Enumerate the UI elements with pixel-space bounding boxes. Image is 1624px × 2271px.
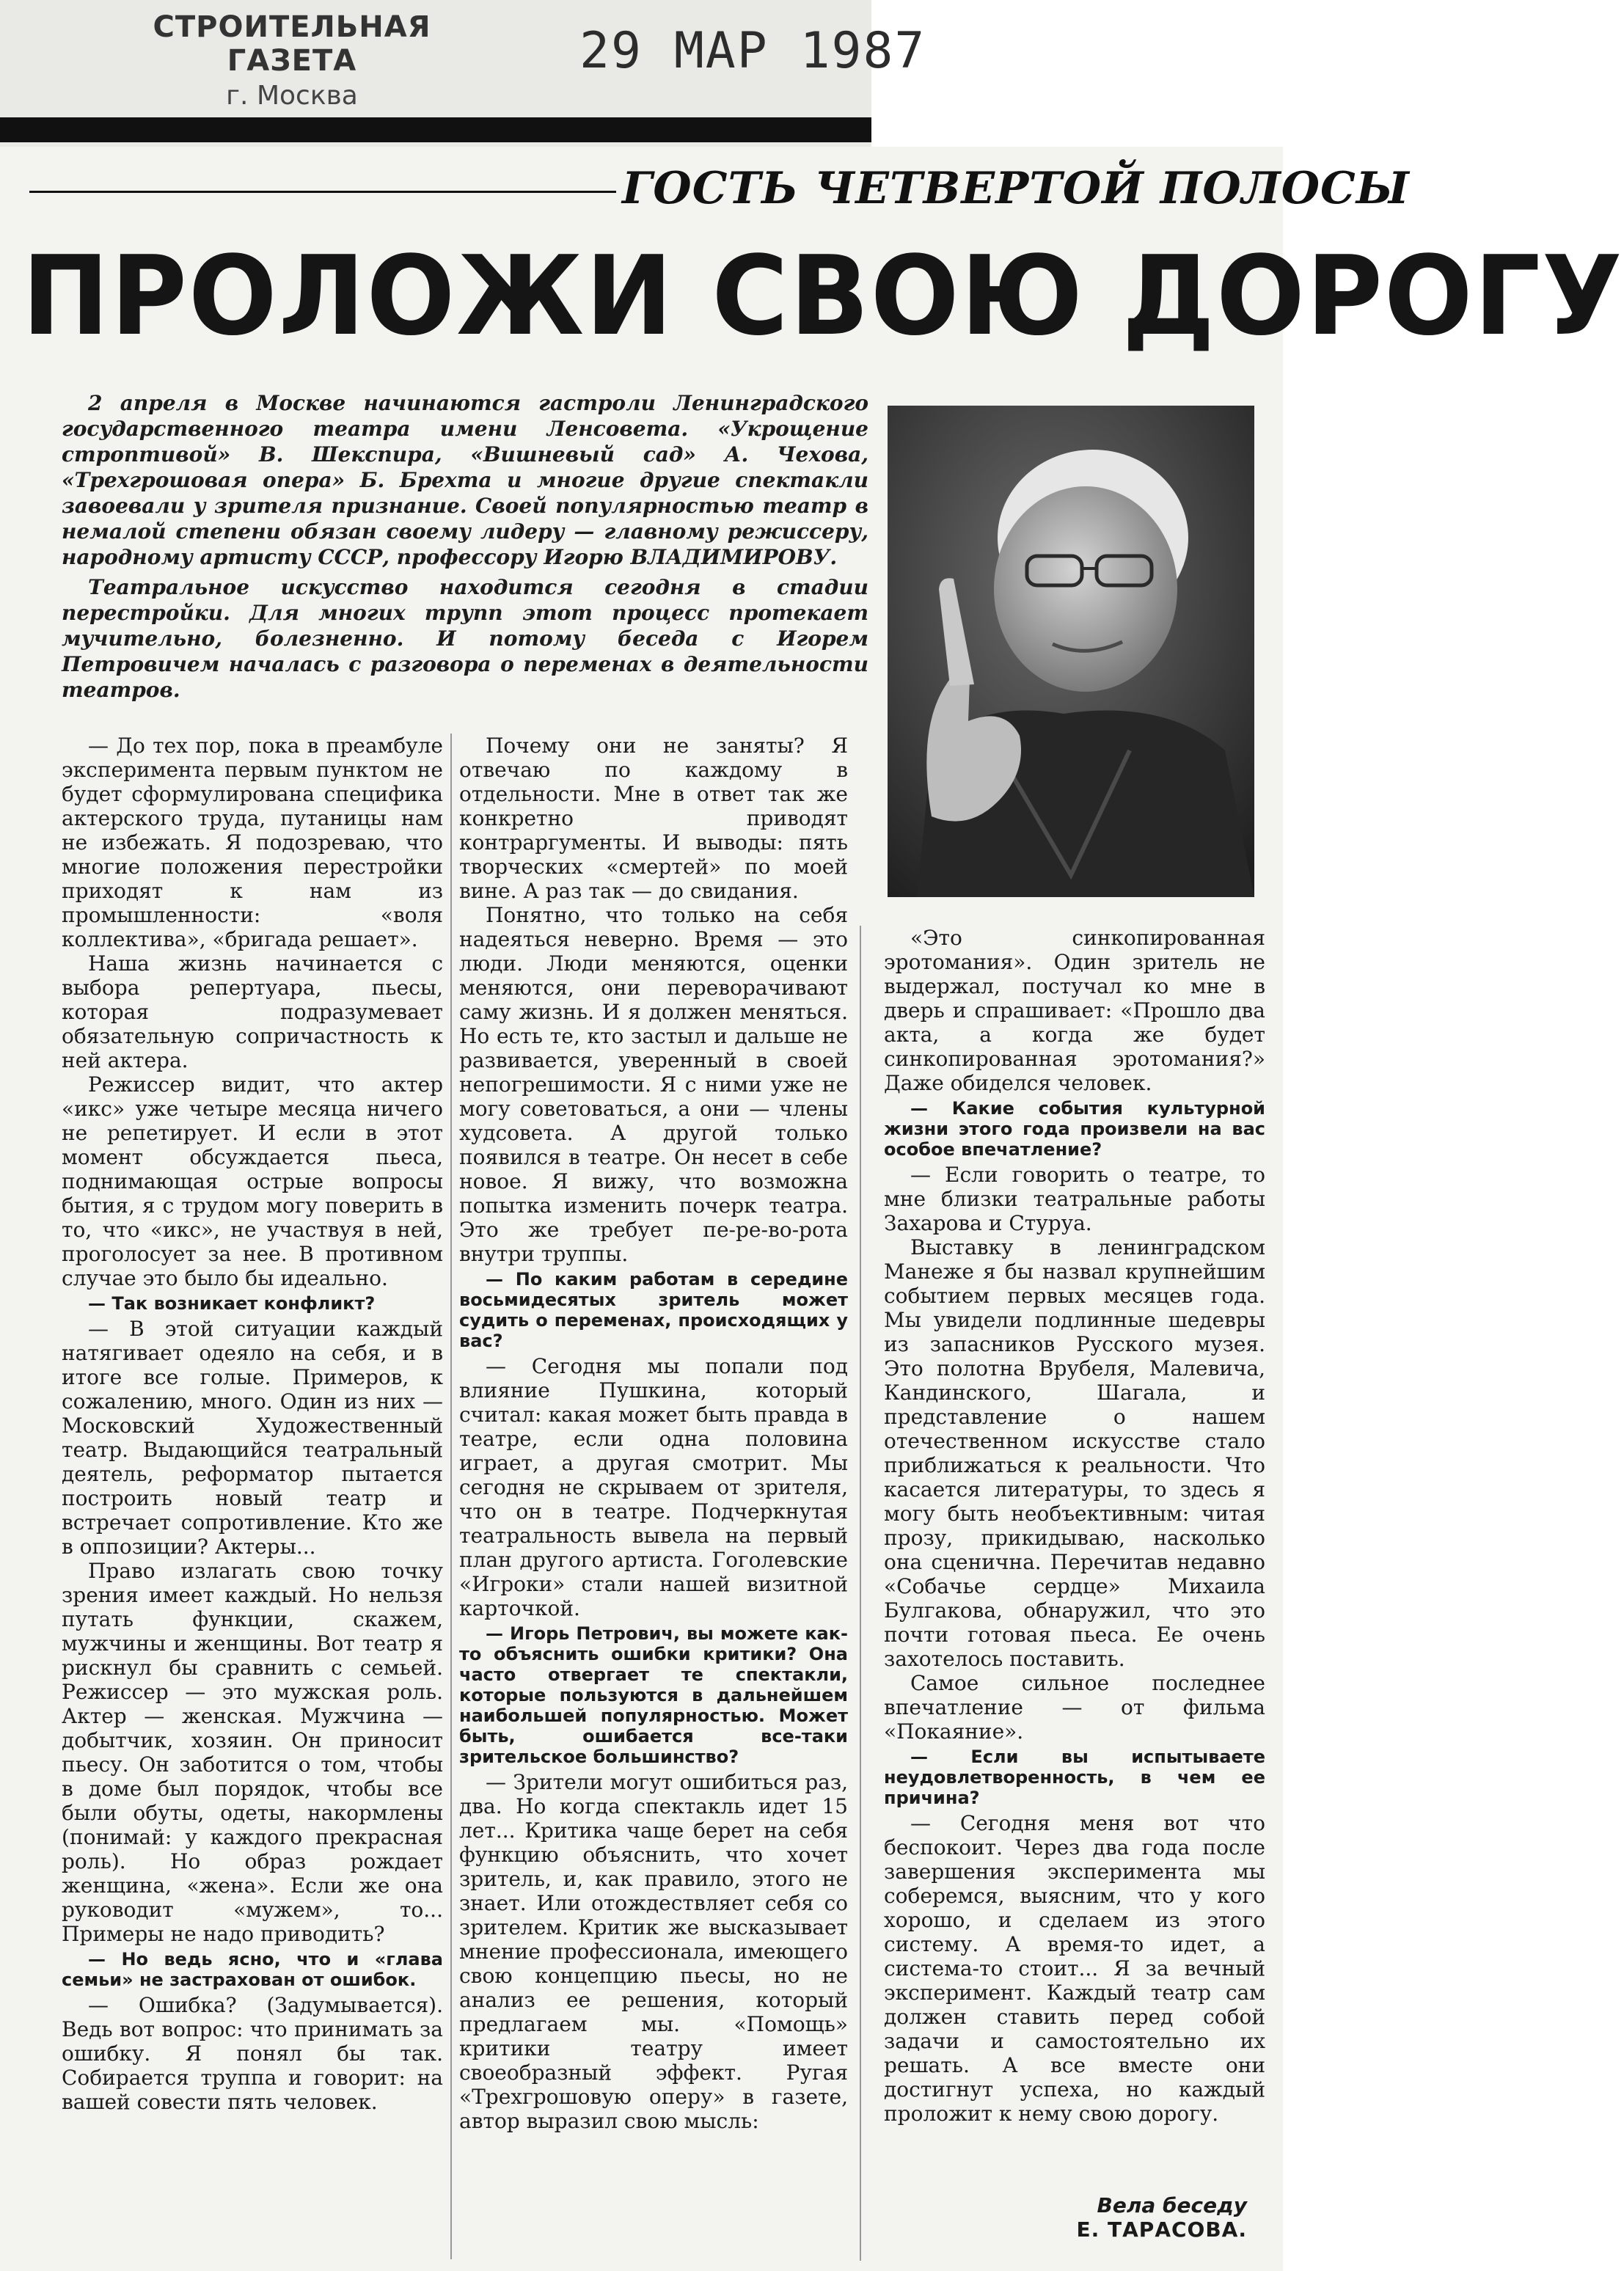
newspaper-city: г. Москва [226, 81, 358, 111]
lead-paragraph: 2 апреля в Москве начинаются гастроли Ленинградского государственного театра имени Ленсовета. «Укрощение строптивой» В. Шекспира, «Вишневый сад» А. Чехова, «Трехгрошовая опера» Б. Брехта и многие другие спектакли завоевали у зрителя признание. Своей популярностью театр в немалой степени обязан своему лидеру — главному режиссеру, народному артисту СССР, профессору Игорю ВЛАДИМИРОВУ. [62, 391, 868, 569]
interview-paragraph: Почему они не заняты? Я отвечаю по каждому в отдельности. Мне в ответ так же конкретно приводят контраргументы. И выводы: пять творческих «смертей» по моей вине. А раз так — до свидания. [459, 734, 848, 903]
interview-question: — Какие события культурной жизни этого года произвели на вас особое впечатление? [884, 1098, 1265, 1160]
rubric-title: ГОСТЬ ЧЕТВЕРТОЙ ПОЛОСЫ [622, 163, 1410, 214]
interview-question: — Но ведь ясно, что и «глава семьи» не застрахован от ошибок. [62, 1949, 443, 1990]
date-stamp: 29 МАР 1987 [579, 22, 926, 80]
article-lead [62, 390, 868, 707]
article-headline: ПРОЛОЖИ СВОЮ ДОРОГУ [22, 233, 1624, 360]
interview-paragraph: — Если говорить о театре, то мне близки театральные работы Захарова и Стуруа. [884, 1163, 1265, 1235]
blank-corner [871, 0, 1283, 147]
interview-paragraph: «Это синкопированная эротомания». Один зритель не выдержал, постучал ко мне в дверь и спрашивает: «Прошло два акта, а когда же будет синкопированная эротомания?» Даже обиделся человек. [884, 926, 1265, 1095]
interview-question: — По каким работам в середине восьмидесятых зритель может судить о переменах, происходящих у вас? [459, 1269, 848, 1351]
portrait-image [888, 406, 1254, 897]
lead-paragraph: Театральное искусство находится сегодня в стадии перестройки. Для многих трупп этот процесс протекает мучительно, болезненно. И потому беседа с Игорем Петровичем началась с разговора о переменах в деятельности театров. [62, 575, 868, 702]
article-column-3 [884, 926, 1265, 2126]
interview-paragraph: — Ошибка? (Задумывается). Ведь вот вопрос: что принимать за ошибку. Я понял бы так. Собирается труппа и говорит: на вашей совести пять человек. [62, 1993, 443, 2114]
interview-paragraph: — Сегодня мы попали под влияние Пушкина, который считал: какая может быть правда в театре, если одна половина играет, а другая смотрит. Мы сегодня не скрываем от зрителя, что он в театре. Подчеркнутая театральность вывела на первый план другого артиста. Гоголевские «Игроки» стали нашей визитной карточкой. [459, 1354, 848, 1620]
portrait-photo [888, 406, 1254, 897]
interview-paragraph: — Зрители могут ошибиться раз, два. Но когда спектакль идет 15 лет... Критика чаще берет на себя функцию объяснить, что хочет зритель, и, как правило, этого не знает. Или отождествляет себя со зрителем. Критик же высказывает мнение профессионала, имеющего свою концепцию пьесы, но не анализ ее решения, который предлагаем мы. «Помощь» критики театру имеет своеобразный эффект. Ругая «Трехгрошовую оперу» в газете, автор выразил свою мысль: [459, 1770, 848, 2133]
interview-question: — Игорь Петрович, вы можете как-то объяснить ошибки критики? Она часто отвергает те спектакли, которые пользуются в дальнейшем наибольшей популярностью. Может быть, ошибается все-таки зрительское большинство? [459, 1623, 848, 1767]
interview-paragraph: — До тех пор, пока в преамбуле эксперимента первым пунктом не будет сформулирована специфика актерского труда, путаницы нам не избежать. Я подозреваю, что многие положения перестройки приходят к нам из промышленности: «воля коллектива», «бригада решает». [62, 734, 443, 951]
interview-paragraph: Самое сильное последнее впечатление — от фильма «Покаяние». [884, 1671, 1265, 1744]
interview-paragraph: Право излагать свою точку зрения имеет каждый. Но нельзя путать функции, скажем, мужчины и женщины. Вот театр я рискнул бы сравнить с семьей. Режиссер — это мужская роль. Актер — женская. Мужчина — добытчик, хозяин. Он приносит пьесу. Он заботится о том, чтобы в доме был порядок, чтобы все были обуты, одеты, накормлены (понимай: у каждого прекрасная роль). Но образ рождает женщина, «жена». Если же она руководит «мужем», то... Примеры не надо приводить? [62, 1559, 443, 1946]
header-divider-bar [0, 117, 871, 142]
column-rule [450, 734, 452, 2259]
newspaper-masthead [138, 10, 446, 111]
rubric-rule [29, 191, 616, 193]
column-rule [860, 926, 861, 2261]
article-column-1 [62, 734, 443, 2114]
interview-paragraph: Понятно, что только на себя надеяться неверно. Время — это люди. Люди меняются, оценки меняются, они переворачивают саму жизнь. И я должен меняться. Но есть те, кто застыл и дальше не развивается, уверенный в своей непогрешимости. Я с ними уже не могу советоваться, а они — члены худсовета. А другой только появился в театре. Он несет в себе новое. Я вижу, что возможна попытка изменить почерк театра. Это же требует пе-ре-во-рота внутри труппы. [459, 903, 848, 1266]
interview-paragraph: — Сегодня меня вот что беспокоит. Через два года после завершения эксперимента мы соберемся, выясним, что у кого хорошо, и сделаем из этого систему. А время-то идет, а система-то стоит... Я за вечный эксперимент. Каждый театр сам должен ставить перед собой задачи и самостоятельно их решать. А все вместе они достигнут успеха, но каждый проложит к нему свою дорогу. [884, 1811, 1265, 2126]
byline [1027, 2193, 1247, 2242]
interview-paragraph: Выставку в ленинградском Манеже я бы назвал крупнейшим событием первых месяцев года. Мы увидели подлинные шедевры из запасников Русского музея. Это полотна Врубеля, Малевича, Кандинского, Шагала, и представление о нашем отечественном искусстве стало приближаться к реальности. Что касается литературы, то здесь я могу быть необъективным: читая прозу, прикидываю, насколько она сценична. Перечитав недавно «Собачье сердце» Михаила Булгакова, обнаружил, что это почти готовая пьеса. Ее очень захотелось поставить. [884, 1235, 1265, 1671]
interview-paragraph: Режиссер видит, что актер «икс» уже четыре месяца ничего не репетирует. И если в этот момент обсуждается пьеса, поднимающая острые вопросы бытия, я с трудом могу поверить в то, что «икс», не участвуя в ней, проголосует за нее. В противном случае это было бы идеально. [62, 1072, 443, 1290]
byline-author: Е. ТАРАСОВА. [1076, 2217, 1247, 2242]
newspaper-name: СТРОИТЕЛЬНАЯ ГАЗЕТА [153, 10, 431, 78]
article-column-2 [459, 734, 848, 2133]
interview-question: — Если вы испытываете неудовлетворенность, в чем ее причина? [884, 1747, 1265, 1808]
byline-label: Вела беседу [1097, 2193, 1247, 2217]
interview-question: — Так возникает конфликт? [88, 1293, 376, 1314]
interview-paragraph: Наша жизнь начинается с выбора репертуара, пьесы, которая подразумевает обязательную сопричастность к ней актера. [62, 951, 443, 1072]
interview-paragraph: — В этой ситуации каждый натягивает одеяло на себя, и в итоге все голые. Примеров, к сожалению, много. Один из них — Московский Художественный театр. Выдающийся театральный деятель, реформатор пытается построить новый театр и встречает сопротивление. Кто же в оппозиции? Актеры... [62, 1317, 443, 1559]
